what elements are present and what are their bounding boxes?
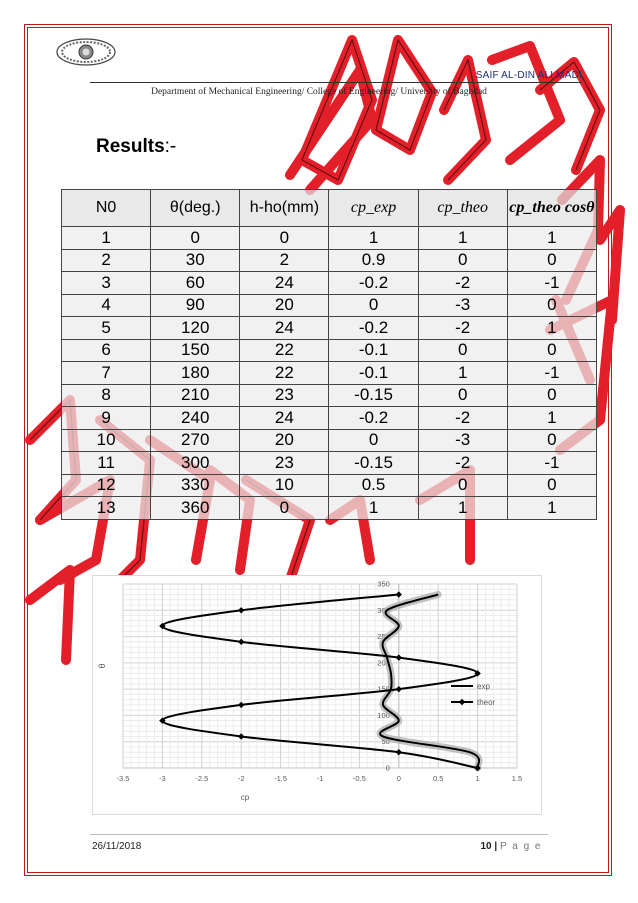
table-cell: 24 bbox=[240, 272, 329, 295]
table-cell: 1 bbox=[507, 317, 596, 340]
table-cell: 90 bbox=[151, 294, 240, 317]
table-cell: -0.2 bbox=[329, 272, 418, 295]
table-cell: -0.1 bbox=[329, 362, 418, 385]
table-row bbox=[62, 497, 597, 520]
table-cell: 23 bbox=[240, 452, 329, 475]
table-row bbox=[62, 272, 597, 295]
table-cell: 24 bbox=[240, 317, 329, 340]
section-title bbox=[96, 136, 176, 158]
table-cell: 12 bbox=[62, 474, 151, 497]
table-cell: 2 bbox=[62, 249, 151, 272]
table-cell: 0.9 bbox=[329, 249, 418, 272]
table-cell: -1 bbox=[507, 452, 596, 475]
table-cell: 0 bbox=[418, 339, 507, 362]
page-label: P a g e bbox=[499, 841, 542, 852]
department-line: Department of Mechanical Engineering/ College of Engineering/ University of Baghdad bbox=[151, 87, 487, 97]
table-cell: 270 bbox=[151, 429, 240, 452]
table-cell: 0 bbox=[507, 294, 596, 317]
table-cell: 20 bbox=[240, 429, 329, 452]
table-cell: 0 bbox=[329, 294, 418, 317]
table-cell: 300 bbox=[151, 452, 240, 475]
cp-theta-chart bbox=[92, 575, 542, 815]
x-tick-label: -3.5 bbox=[116, 774, 130, 783]
table-cell: 120 bbox=[151, 317, 240, 340]
header-cp-exp bbox=[329, 190, 418, 227]
section-title-text: Results bbox=[96, 136, 165, 157]
x-tick-label: -2.5 bbox=[195, 774, 209, 783]
author-name: SAIF AL-DIN ALI MADI bbox=[475, 70, 582, 81]
header-cp-theo-cos-label: cp_theo cosθ bbox=[509, 199, 595, 216]
table-cell: -2 bbox=[418, 407, 507, 430]
table-cell: -3 bbox=[418, 429, 507, 452]
table-cell: 10 bbox=[240, 474, 329, 497]
x-tick-label: 1 bbox=[475, 774, 480, 783]
table-cell: 1 bbox=[507, 227, 596, 250]
table-cell: 0 bbox=[151, 227, 240, 250]
table-cell: 0 bbox=[418, 249, 507, 272]
series-theor-marker bbox=[238, 639, 244, 645]
series-theor-marker bbox=[238, 733, 244, 739]
y-tick-label: 150 bbox=[377, 684, 390, 694]
table-cell: 13 bbox=[62, 497, 151, 520]
university-logo bbox=[56, 38, 116, 66]
x-tick-label: 0 bbox=[396, 774, 401, 783]
x-tick-label: -0.5 bbox=[352, 774, 366, 783]
x-tick-label: -1 bbox=[316, 774, 324, 783]
table-cell: -2 bbox=[418, 452, 507, 475]
table-row bbox=[62, 317, 597, 340]
table-cell: 1 bbox=[418, 227, 507, 250]
table-row bbox=[62, 452, 597, 475]
footer-page bbox=[480, 841, 542, 852]
y-axis-label: θ bbox=[97, 663, 107, 669]
table-cell: 3 bbox=[62, 272, 151, 295]
series-theor-marker bbox=[396, 749, 402, 755]
footer-date: 26/11/2018 bbox=[92, 841, 142, 852]
y-tick-label: 100 bbox=[377, 710, 390, 720]
x-tick-label: -2 bbox=[237, 774, 245, 783]
table-cell: -0.15 bbox=[329, 452, 418, 475]
table-cell: 0 bbox=[418, 384, 507, 407]
table-cell: -2 bbox=[418, 317, 507, 340]
header-rule bbox=[90, 82, 582, 83]
series-theor-marker bbox=[238, 607, 244, 613]
series-theor-marker bbox=[396, 654, 402, 660]
header-cp-theo-cos bbox=[507, 190, 596, 227]
table-cell: 6 bbox=[62, 339, 151, 362]
table-cell: -0.2 bbox=[329, 317, 418, 340]
table-row bbox=[62, 474, 597, 497]
table-cell: 23 bbox=[240, 384, 329, 407]
table-cell: -2 bbox=[418, 272, 507, 295]
table-cell: 330 bbox=[151, 474, 240, 497]
table-cell: 0 bbox=[507, 339, 596, 362]
series-theor-marker bbox=[396, 686, 402, 692]
table-cell: -3 bbox=[418, 294, 507, 317]
y-tick-label: 50 bbox=[381, 737, 390, 747]
table-row bbox=[62, 227, 597, 250]
table-cell: 0 bbox=[240, 227, 329, 250]
table-cell: -0.15 bbox=[329, 384, 418, 407]
footer-rule bbox=[90, 834, 548, 835]
table-cell: 1 bbox=[62, 227, 151, 250]
table-cell: 1 bbox=[418, 497, 507, 520]
table-row bbox=[62, 362, 597, 385]
table-cell: 10 bbox=[62, 429, 151, 452]
table-cell: 240 bbox=[151, 407, 240, 430]
table-row bbox=[62, 384, 597, 407]
header-theta: θ(deg.) bbox=[151, 190, 240, 227]
table-cell: 0.5 bbox=[329, 474, 418, 497]
results-table bbox=[61, 189, 597, 520]
table-cell: 24 bbox=[240, 407, 329, 430]
table-cell: 1 bbox=[329, 497, 418, 520]
table-cell: 1 bbox=[418, 362, 507, 385]
header-cp-exp-label: cp_exp bbox=[350, 199, 397, 216]
header-h-ho: h-ho(mm) bbox=[240, 190, 329, 227]
table-cell: 5 bbox=[62, 317, 151, 340]
table-row bbox=[62, 339, 597, 362]
x-axis-label: cp bbox=[240, 793, 250, 802]
header-cp-theo bbox=[418, 190, 507, 227]
table-cell: 20 bbox=[240, 294, 329, 317]
table-cell: 180 bbox=[151, 362, 240, 385]
table-cell: 8 bbox=[62, 384, 151, 407]
table-header-row bbox=[62, 190, 597, 227]
table-cell: 0 bbox=[507, 384, 596, 407]
x-tick-label: -1.5 bbox=[274, 774, 288, 783]
legend-theor-label: theor bbox=[477, 698, 496, 707]
table-row bbox=[62, 249, 597, 272]
header-cp-theo-label: cp_theo bbox=[437, 199, 489, 216]
table-cell: 7 bbox=[62, 362, 151, 385]
table-cell: 4 bbox=[62, 294, 151, 317]
table-cell: 22 bbox=[240, 362, 329, 385]
table-cell: 1 bbox=[507, 497, 596, 520]
table-cell: 30 bbox=[151, 249, 240, 272]
table-cell: -1 bbox=[507, 272, 596, 295]
table-cell: 0 bbox=[418, 474, 507, 497]
section-title-separator: :- bbox=[164, 136, 177, 157]
x-tick-label: -3 bbox=[159, 774, 166, 783]
table-cell: -1 bbox=[507, 362, 596, 385]
y-tick-label: 300 bbox=[377, 605, 390, 615]
table-cell: 22 bbox=[240, 339, 329, 362]
y-tick-label: 0 bbox=[385, 763, 390, 773]
y-tick-label: 250 bbox=[377, 632, 390, 642]
table-cell: 150 bbox=[151, 339, 240, 362]
page-separator: | bbox=[494, 841, 498, 852]
table-cell: -0.1 bbox=[329, 339, 418, 362]
y-tick-label: 350 bbox=[377, 579, 390, 589]
table-row bbox=[62, 429, 597, 452]
table-cell: 2 bbox=[240, 249, 329, 272]
table-cell: 210 bbox=[151, 384, 240, 407]
table-cell: 0 bbox=[507, 429, 596, 452]
series-theor-marker bbox=[238, 702, 244, 708]
table-cell: -0.2 bbox=[329, 407, 418, 430]
x-tick-label: 1.5 bbox=[511, 774, 523, 783]
legend-exp-label: exp bbox=[477, 682, 490, 691]
table-cell: 0 bbox=[507, 249, 596, 272]
table-cell: 360 bbox=[151, 497, 240, 520]
table-cell: 0 bbox=[329, 429, 418, 452]
table-cell: 1 bbox=[329, 227, 418, 250]
header-n0: N0 bbox=[62, 190, 151, 227]
table-cell: 11 bbox=[62, 452, 151, 475]
table-row bbox=[62, 294, 597, 317]
x-tick-label: 0.5 bbox=[432, 774, 444, 783]
table-row bbox=[62, 407, 597, 430]
table-cell: 0 bbox=[240, 497, 329, 520]
page-number: 10 bbox=[480, 841, 492, 852]
table-cell: 1 bbox=[507, 407, 596, 430]
y-tick-label: 200 bbox=[377, 658, 390, 668]
table-cell: 60 bbox=[151, 272, 240, 295]
table-cell: 9 bbox=[62, 407, 151, 430]
series-theor-marker bbox=[396, 591, 402, 597]
table-cell: 0 bbox=[507, 474, 596, 497]
